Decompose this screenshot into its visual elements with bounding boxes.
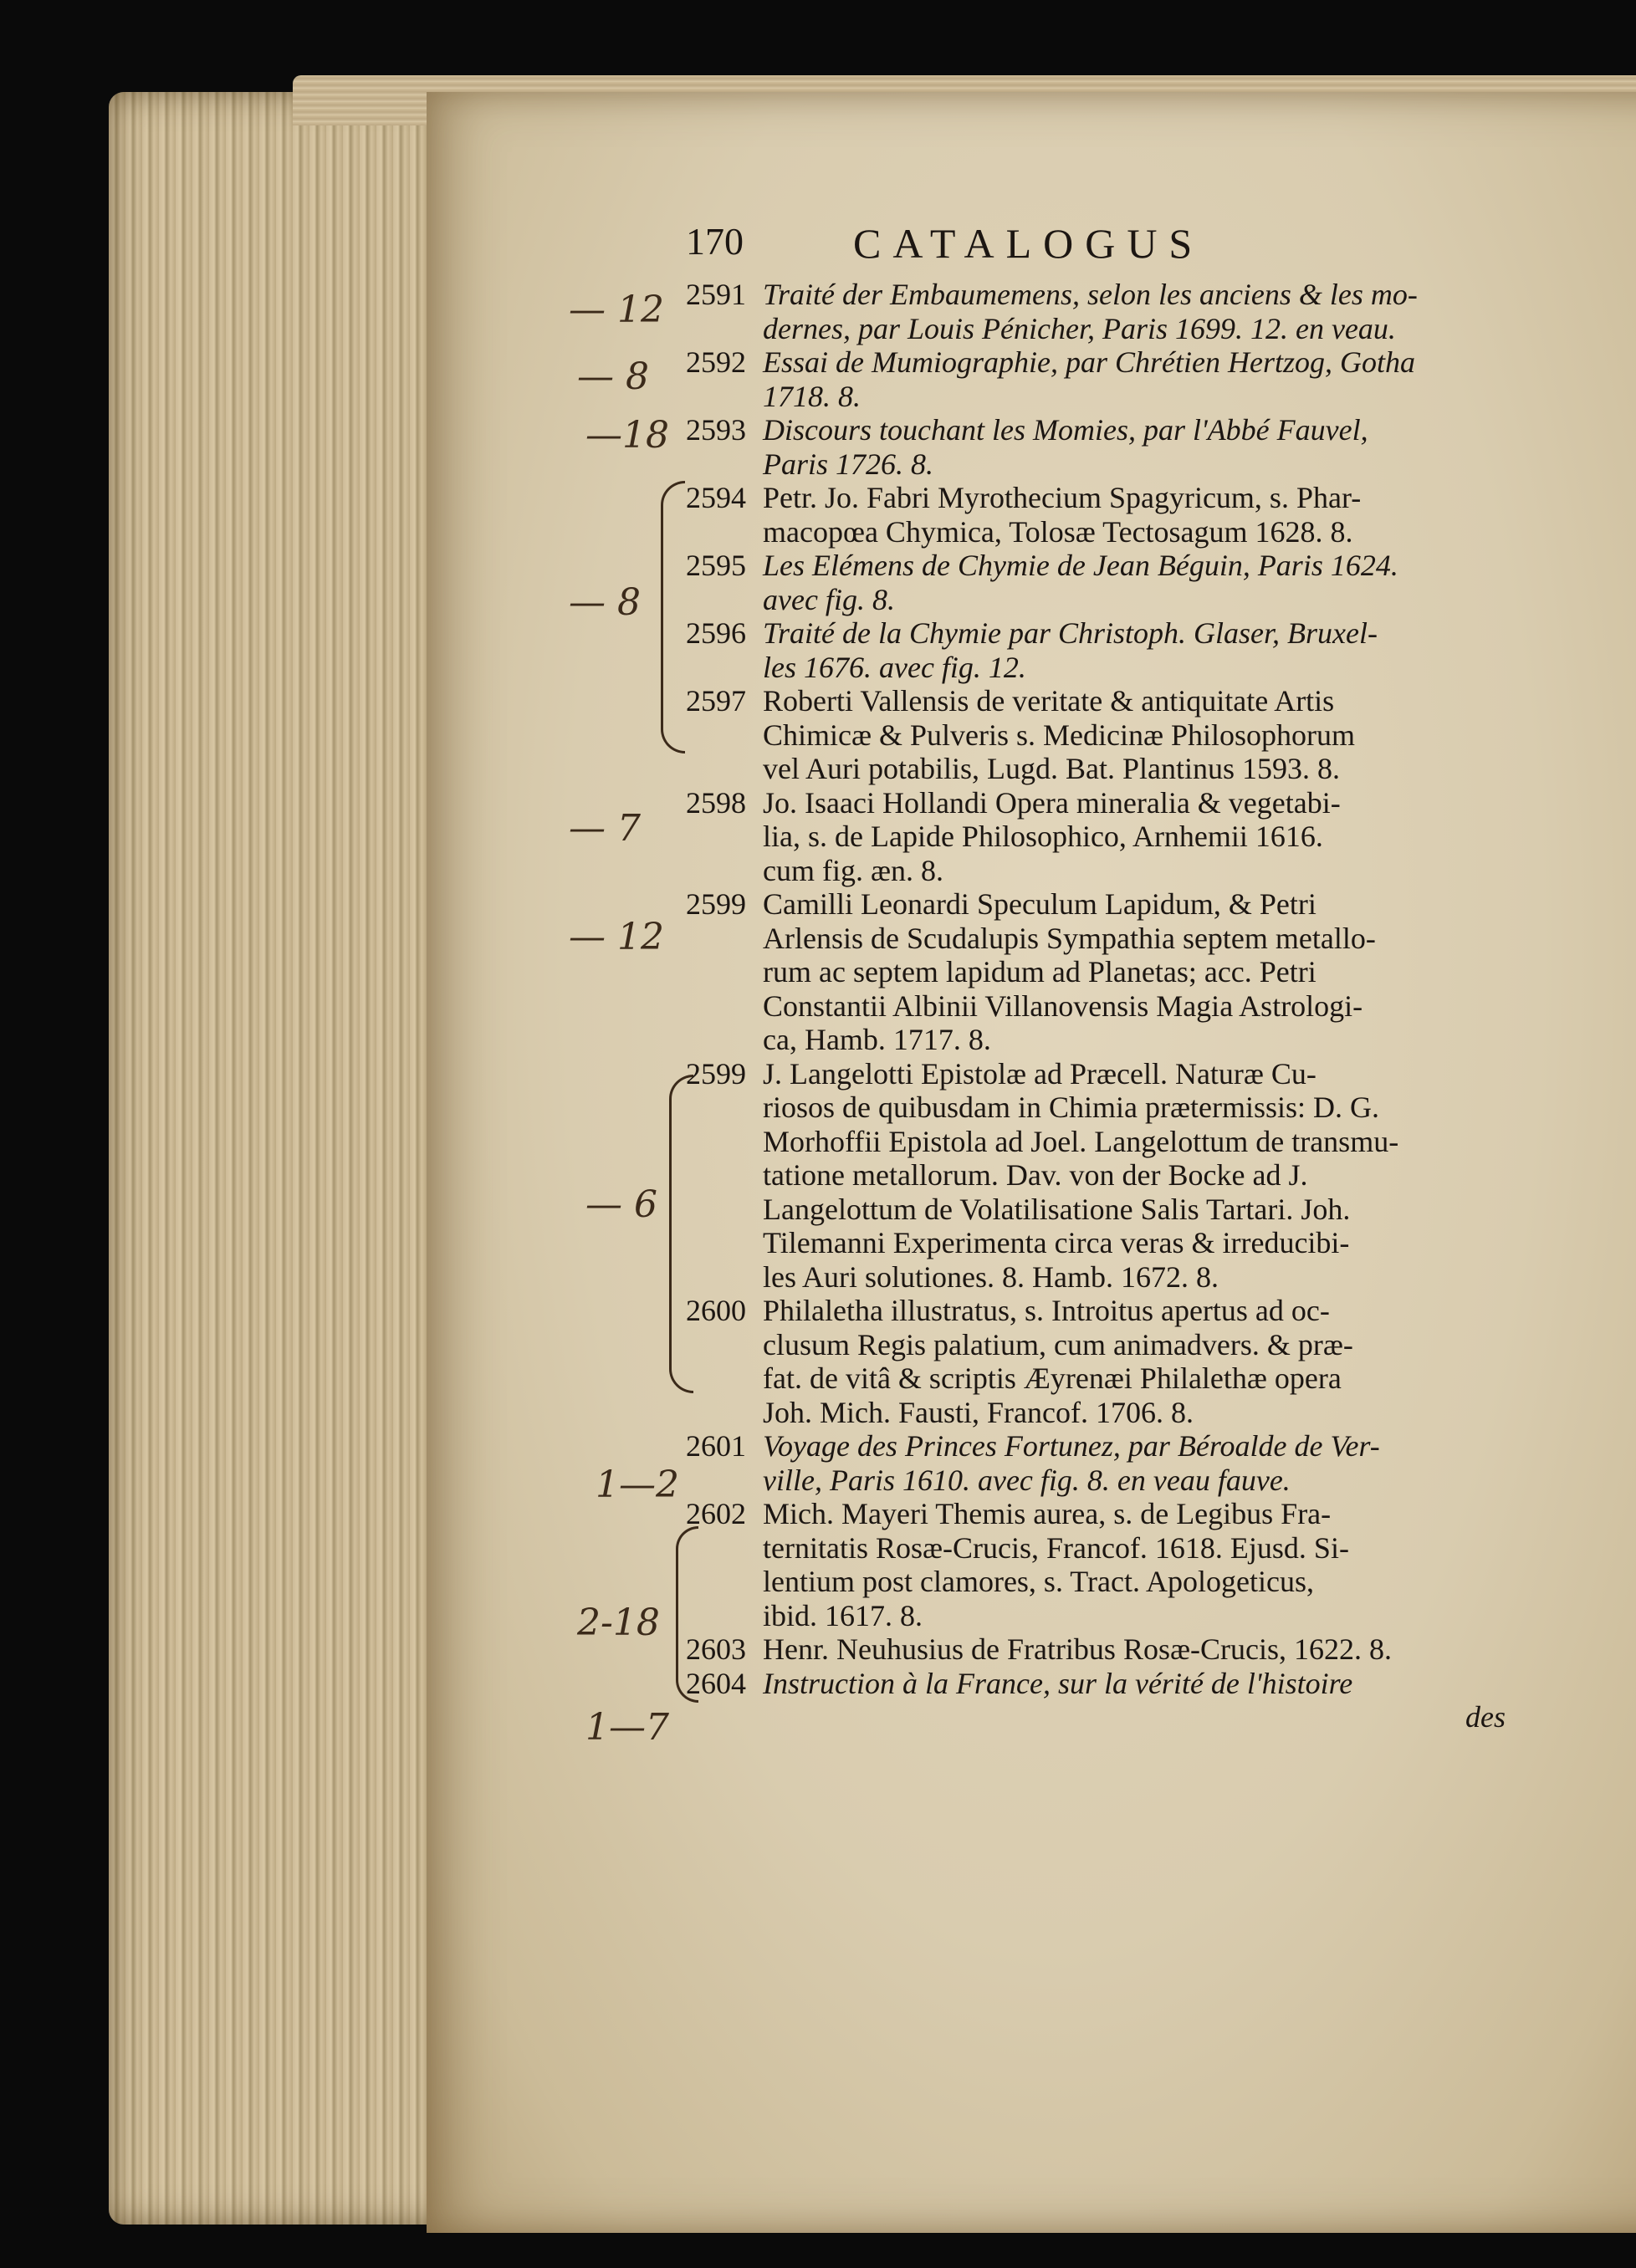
entry-line: lentium post clamores, s. Tract. Apologeticus,: [763, 1565, 1314, 1598]
page-edges: [109, 92, 460, 2225]
entry-line: vel Auri potabilis, Lugd. Bat. Plantinus 1593. 8.: [763, 752, 1340, 785]
entry-line: les Auri solutiones. 8. Hamb. 1672. 8.: [763, 1259, 1219, 1294]
entry-line: cum fig. æn. 8.: [763, 853, 943, 887]
entry-text: [763, 684, 1506, 786]
entry-line: fat. de vitâ & scriptis Æyrenæi Philalethæ opera: [763, 1361, 1342, 1395]
entry-number: 2604: [686, 1666, 746, 1700]
entry-line: Philaletha illustratus, s. Introitus apertus ad oc-: [763, 1294, 1330, 1327]
annotation-2598: — 7: [569, 807, 641, 850]
entry-text: [763, 1057, 1506, 1295]
entry-number: 2598: [686, 785, 746, 820]
catalogue-entry: [686, 1429, 1506, 1497]
entry-text: [763, 1497, 1506, 1632]
entry-line: Instruction à la France, sur la vérité de l'histoire: [763, 1666, 1353, 1700]
catalogue-entry: [686, 1497, 1506, 1632]
entry-number: 2599: [686, 887, 746, 921]
entry-line: Paris 1726. 8.: [763, 447, 934, 481]
entry-line: Traité der Embaumemens, selon les anciens & les mo-: [763, 278, 1418, 311]
entry-line: Arlensis de Scudalupis Sympathia septem metallo-: [763, 921, 1376, 955]
entry-line: Petr. Jo. Fabri Myrothecium Spagyricum, s. Phar-: [763, 481, 1362, 514]
entry-line: Camilli Leonardi Speculum Lapidum, & Petri: [763, 887, 1316, 921]
catalogue-entry: [686, 345, 1506, 413]
catalogue-entry: [686, 684, 1506, 786]
entry-text: [763, 345, 1506, 413]
entry-line: clusum Regis palatium, cum animadvers. & præ-: [763, 1327, 1353, 1361]
entry-number: 2591: [686, 278, 746, 311]
annotation-2592: — 8: [577, 355, 649, 398]
entry-line: Roberti Vallensis de veritate & antiquitate Artis: [763, 684, 1335, 718]
annotation-2599b-2600: — 6: [585, 1183, 657, 1226]
entry-text: [763, 413, 1506, 481]
bracket-2594-2597: [661, 481, 685, 753]
entry-line: macopœa Chymica, Tolosæ Tectosagum 1628. 8.: [763, 514, 1353, 549]
annotation-2604: 1—7: [585, 1706, 669, 1749]
entry-number: 2600: [686, 1294, 746, 1327]
entry-line: lia, s. de Lapide Philosophico, Arnhemii 1616.: [763, 820, 1323, 853]
entry-line: 1718. 8.: [763, 379, 861, 413]
catchword: des: [1465, 1700, 1506, 1734]
annotation-2601: 1—2: [596, 1463, 679, 1506]
entry-line: dernes, par Louis Pénicher, Paris 1699. 12. en veau.: [763, 311, 1396, 345]
annotation-2594-2597: — 8: [569, 581, 641, 624]
entry-line: Jo. Isaaci Hollandi Opera mineralia & vegetabi-: [763, 785, 1341, 820]
entry-line: Joh. Mich. Fausti, Francof. 1706. 8.: [763, 1395, 1194, 1429]
entry-number: 2603: [686, 1632, 746, 1666]
entry-text: [763, 278, 1506, 345]
entry-line: Chimicæ & Pulveris s. Medicinæ Philosophorum: [763, 718, 1356, 752]
entry-line: Morhoffii Epistola ad Joel. Langelottum de transmu-: [763, 1124, 1399, 1158]
entry-text: [763, 616, 1506, 684]
catalogue-entry: [686, 278, 1506, 345]
entry-list: [686, 278, 1506, 1700]
catalogue-entry: [686, 1057, 1506, 1295]
entry-number: 2602: [686, 1497, 746, 1530]
entry-line: ville, Paris 1610. avec fig. 8. en veau fauve.: [763, 1463, 1291, 1497]
entry-text: [763, 481, 1506, 549]
entry-number: 2601: [686, 1429, 746, 1463]
entry-line: Tilemanni Experimenta circa veras & irreducibi-: [763, 1226, 1350, 1259]
annotation-2593: —18: [585, 414, 669, 457]
entry-line: Henr. Neuhusius de Fratribus Rosæ-Crucis, 1622. 8.: [763, 1632, 1392, 1666]
entry-line: rum ac septem lapidum ad Planetas; acc. Petri: [763, 955, 1316, 988]
entry-text: [763, 786, 1506, 888]
page-number: 170: [686, 220, 744, 263]
entry-line: Les Elémens de Chymie de Jean Béguin, Paris 1624.: [763, 549, 1398, 582]
entry-text: [763, 1294, 1506, 1429]
entry-line: Traité de la Chymie par Christoph. Glaser, Bruxel-: [763, 616, 1378, 650]
entry-line: les 1676. avec fig. 12.: [763, 650, 1026, 684]
entry-line: ternitatis Rosæ-Crucis, Francof. 1618. Ejusd. Si-: [763, 1530, 1349, 1565]
entry-number: 2599: [686, 1056, 746, 1091]
catalogue-entry: [686, 887, 1506, 1057]
entry-line: J. Langelotti Epistolæ ad Præcell. Naturæ Cu-: [763, 1056, 1316, 1091]
entry-text: [763, 1429, 1506, 1497]
page-header: [686, 219, 1506, 278]
entry-line: Mich. Mayeri Themis aurea, s. de Legibus Fra-: [763, 1497, 1332, 1530]
catalogue-text: [686, 219, 1506, 1734]
entry-number: 2595: [686, 549, 746, 582]
entry-line: Langelottum de Volatilisatione Salis Tartari. Joh.: [763, 1192, 1351, 1226]
catalogue-entry: [686, 413, 1506, 481]
entry-text: [763, 549, 1506, 616]
entry-text: [763, 887, 1506, 1057]
catalogue-entry: [686, 1667, 1506, 1701]
entry-text: [763, 1632, 1506, 1667]
entry-line: ca, Hamb. 1717. 8.: [763, 1023, 991, 1056]
catalogue-entry: [686, 1632, 1506, 1667]
catalogue-entry: [686, 1294, 1506, 1429]
catalogue-entry: [686, 549, 1506, 616]
entry-line: avec fig. 8.: [763, 582, 895, 616]
entry-line: riosos de quibusdam in Chimia prætermissis: D. G.: [763, 1091, 1379, 1124]
entry-number: 2592: [686, 345, 746, 379]
entry-line: Discours touchant les Momies, par l'Abbé Fauvel,: [763, 413, 1368, 447]
annotation-2591: — 12: [569, 289, 664, 331]
annotation-2599a: — 12: [569, 916, 664, 958]
entry-line: Constantii Albinii Villanovensis Magia Astrologi-: [763, 988, 1363, 1023]
entry-number: 2597: [686, 684, 746, 718]
entry-number: 2596: [686, 616, 746, 650]
catalogue-entry: [686, 786, 1506, 888]
entry-line: ibid. 1617. 8.: [763, 1598, 923, 1632]
entry-text: [763, 1667, 1506, 1701]
entry-line: tatione metallorum. Dav. von der Bocke ad J.: [763, 1158, 1308, 1192]
catalogue-entry: [686, 616, 1506, 684]
entry-line: Essai de Mumiographie, par Chrétien Hertzog, Gotha: [763, 345, 1415, 379]
running-title: CATALOGUS: [853, 220, 1204, 267]
entry-number: 2594: [686, 481, 746, 514]
entry-line: Voyage des Princes Fortunez, par Béroalde de Ver-: [763, 1429, 1380, 1463]
entry-number: 2593: [686, 413, 746, 447]
catalogue-entry: [686, 481, 1506, 549]
annotation-2602-2603: 2-18: [577, 1601, 660, 1644]
